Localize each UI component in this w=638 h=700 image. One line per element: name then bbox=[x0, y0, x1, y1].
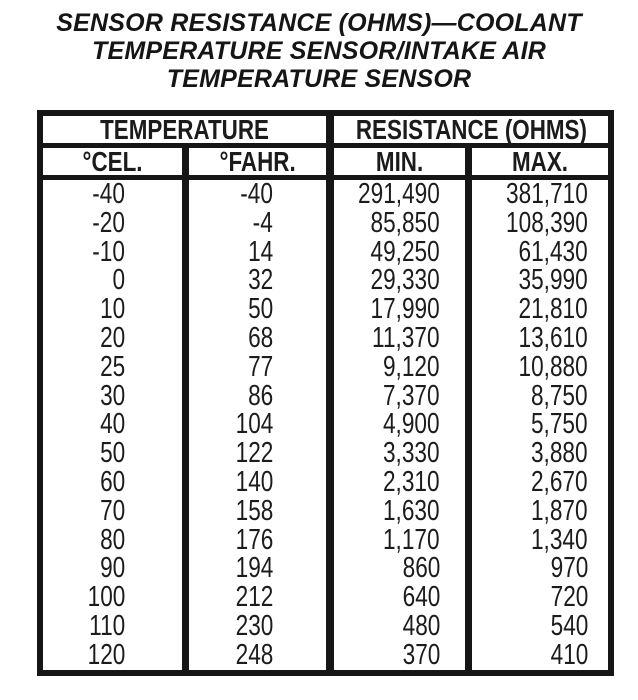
cell-fahrenheit: 32 bbox=[189, 266, 334, 295]
cell-celsius: 120 bbox=[43, 641, 189, 670]
cell-fahrenheit: 122 bbox=[189, 439, 334, 468]
cell-fahrenheit: 68 bbox=[189, 324, 334, 353]
cell-min: 291,490 bbox=[334, 180, 472, 209]
title-line-1: SENSOR RESISTANCE (OHMS)—COOLANT bbox=[56, 9, 582, 37]
cell-fahrenheit: -40 bbox=[189, 180, 334, 209]
cell-min: 49,250 bbox=[334, 238, 472, 267]
cell-fahrenheit: -4 bbox=[189, 209, 334, 238]
cell-fahrenheit: 230 bbox=[189, 612, 334, 641]
cell-max: 720 bbox=[550, 581, 588, 614]
group-header-row bbox=[43, 113, 608, 148]
group-header-temperature bbox=[43, 113, 334, 145]
cell-celsius: 90 bbox=[43, 554, 189, 583]
col-header-min-label: MIN. bbox=[375, 145, 424, 177]
cell-celsius: -10 bbox=[43, 238, 189, 267]
cell-fahrenheit: 176 bbox=[189, 526, 334, 555]
cell-fahrenheit: 86 bbox=[189, 382, 334, 411]
cell-min: 3,330 bbox=[334, 439, 472, 468]
table-row bbox=[43, 266, 608, 295]
group-header-resistance-label: RESISTANCE (OHMS) bbox=[355, 113, 587, 145]
cell-celsius: 50 bbox=[43, 439, 189, 468]
cell-min: 11,370 bbox=[334, 324, 472, 353]
cell-celsius: 60 bbox=[43, 468, 189, 497]
table-row bbox=[43, 583, 608, 612]
cell-fahrenheit: 194 bbox=[189, 554, 334, 583]
cell-min: 480 bbox=[334, 612, 472, 641]
cell-max: 21,810 bbox=[518, 293, 588, 326]
cell-min: 17,990 bbox=[334, 295, 472, 324]
group-header-resistance bbox=[334, 113, 608, 145]
cell-fahrenheit: 104 bbox=[189, 410, 334, 439]
cell-fahrenheit: 158 bbox=[189, 497, 334, 526]
table-body bbox=[43, 180, 608, 670]
table-row bbox=[43, 609, 608, 642]
cell-max: 540 bbox=[550, 609, 588, 642]
cell-max: 61,430 bbox=[518, 235, 588, 268]
table-row bbox=[43, 638, 608, 670]
cell-min: 1,630 bbox=[334, 497, 472, 526]
cell-celsius: 70 bbox=[43, 497, 189, 526]
cell-max: 1,870 bbox=[531, 494, 588, 527]
table-row bbox=[43, 295, 608, 324]
table-row bbox=[43, 206, 608, 239]
cell-fahrenheit: 77 bbox=[189, 353, 334, 382]
table-row bbox=[43, 350, 608, 383]
cell-celsius: 40 bbox=[43, 410, 189, 439]
title-line-3: TEMPERATURE SENSOR bbox=[166, 65, 472, 93]
cell-max: 8,750 bbox=[531, 379, 588, 412]
cell-celsius: 80 bbox=[43, 526, 189, 555]
title-line-2: TEMPERATURE SENSOR/INTAKE AIR bbox=[92, 37, 546, 65]
cell-fahrenheit: 14 bbox=[189, 238, 334, 267]
cell-celsius: 30 bbox=[43, 382, 189, 411]
cell-min: 85,850 bbox=[334, 209, 472, 238]
table-row bbox=[43, 465, 608, 498]
col-header-fahrenheit-label: °FAHR. bbox=[219, 145, 296, 177]
table-row bbox=[43, 494, 608, 527]
cell-max: 410 bbox=[550, 638, 588, 670]
col-header-max bbox=[472, 145, 608, 177]
col-header-min bbox=[334, 145, 472, 177]
cell-max: 2,670 bbox=[531, 465, 588, 498]
cell-min: 4,900 bbox=[334, 410, 472, 439]
cell-max: 10,880 bbox=[518, 350, 588, 383]
cell-min: 7,370 bbox=[334, 382, 472, 411]
cell-celsius: 20 bbox=[43, 324, 189, 353]
sensor-resistance-table bbox=[37, 110, 614, 676]
cell-max: 35,990 bbox=[518, 264, 588, 297]
cell-celsius: -40 bbox=[43, 180, 189, 209]
cell-fahrenheit: 212 bbox=[189, 583, 334, 612]
table-row bbox=[43, 180, 608, 209]
table-row bbox=[43, 410, 608, 439]
cell-celsius: 25 bbox=[43, 353, 189, 382]
cell-max: 108,390 bbox=[506, 206, 588, 239]
col-header-celsius bbox=[43, 145, 189, 177]
cell-max: 381,710 bbox=[506, 180, 588, 210]
table-row bbox=[43, 554, 608, 583]
table-row bbox=[43, 235, 608, 268]
cell-max: 5,750 bbox=[531, 408, 588, 441]
cell-max: 1,340 bbox=[531, 523, 588, 556]
cell-min: 1,170 bbox=[334, 526, 472, 555]
cell-celsius: 0 bbox=[43, 266, 189, 295]
cell-celsius: 110 bbox=[43, 612, 189, 641]
page-title bbox=[0, 9, 638, 93]
col-header-celsius-label: °CEL. bbox=[82, 145, 143, 177]
col-header-max-label: MAX. bbox=[512, 145, 568, 177]
table-row bbox=[43, 523, 608, 556]
cell-min: 370 bbox=[334, 641, 472, 670]
cell-celsius: 100 bbox=[43, 583, 189, 612]
cell-max: 3,880 bbox=[531, 437, 588, 470]
cell-min: 9,120 bbox=[334, 353, 472, 382]
cell-min: 860 bbox=[334, 554, 472, 583]
table-row bbox=[43, 321, 608, 354]
cell-fahrenheit: 248 bbox=[189, 641, 334, 670]
cell-fahrenheit: 140 bbox=[189, 468, 334, 497]
cell-max: 13,610 bbox=[518, 321, 588, 354]
cell-max: 970 bbox=[550, 552, 588, 585]
cell-fahrenheit: 50 bbox=[189, 295, 334, 324]
col-header-fahrenheit bbox=[189, 145, 334, 177]
cell-min: 640 bbox=[334, 583, 472, 612]
cell-celsius: -20 bbox=[43, 209, 189, 238]
cell-min: 2,310 bbox=[334, 468, 472, 497]
column-header-row bbox=[43, 145, 608, 180]
table-row bbox=[43, 379, 608, 412]
cell-min: 29,330 bbox=[334, 266, 472, 295]
cell-celsius: 10 bbox=[43, 295, 189, 324]
table-row bbox=[43, 439, 608, 468]
group-header-temperature-label: TEMPERATURE bbox=[100, 113, 269, 145]
